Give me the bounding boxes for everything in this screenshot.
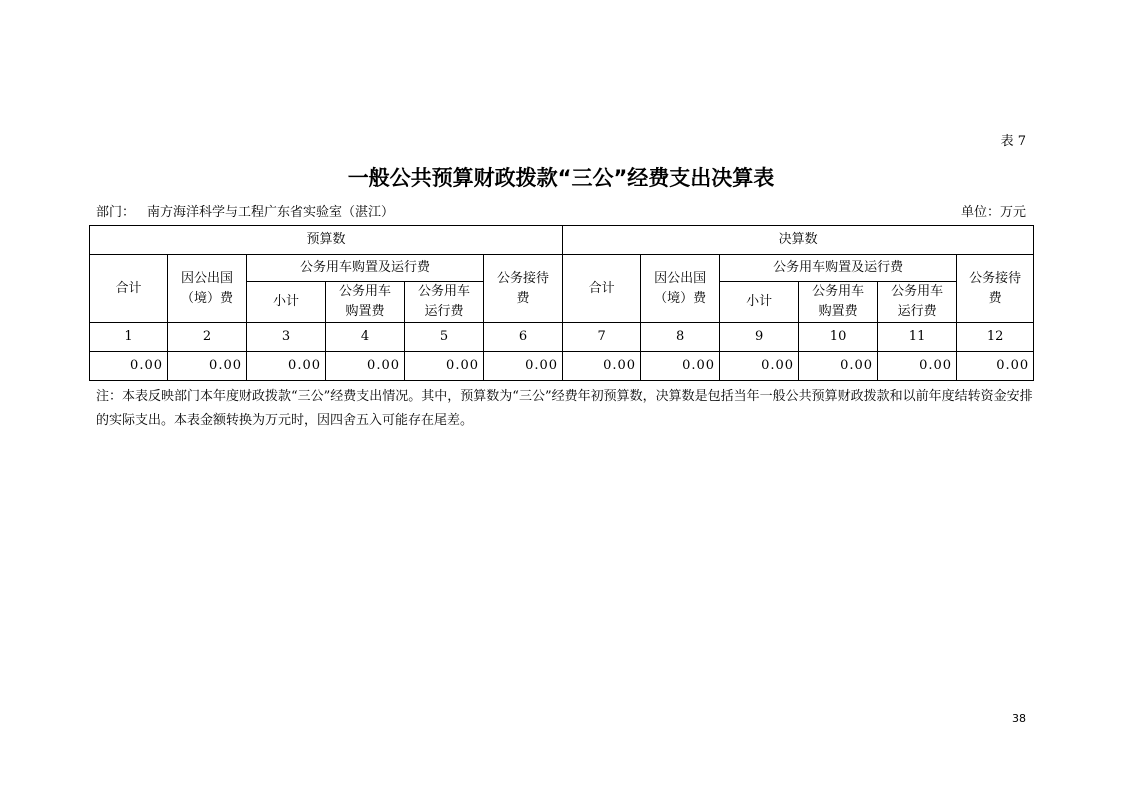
header-line: 因公出国 [180, 270, 233, 286]
header-line: 公务用车 [338, 284, 391, 299]
header-line: 公务用车 [812, 284, 865, 299]
value-cell: 0.00 [799, 352, 878, 381]
column-number: 3 [247, 323, 326, 352]
column-number: 6 [484, 323, 563, 352]
department-label: 部门： [96, 205, 136, 220]
value-cell: 0.00 [957, 352, 1034, 381]
column-number: 7 [563, 323, 641, 352]
value-cell: 0.00 [641, 352, 720, 381]
column-number-row [90, 323, 1034, 352]
header-line: 费 [516, 290, 530, 306]
value-row [90, 352, 1034, 381]
value-cell: 0.00 [326, 352, 405, 381]
final-vehicle-header: 公务用车购置及运行费 [720, 255, 957, 282]
header-line: 公务用车 [891, 284, 944, 299]
final-purchase-header [799, 282, 878, 323]
budget-operation-header [405, 282, 484, 323]
header-line: 运行费 [424, 304, 464, 319]
value-cell: 0.00 [405, 352, 484, 381]
final-group-header: 决算数 [563, 226, 1034, 255]
column-number: 2 [168, 323, 247, 352]
department-name: 南方海洋科学与工程广东省实验室（湛江） [147, 205, 395, 220]
header-line: 运行费 [897, 304, 937, 319]
budget-reception-header [484, 255, 563, 323]
budget-abroad-header [168, 255, 247, 323]
header-line: 费 [988, 290, 1002, 306]
column-number: 4 [326, 323, 405, 352]
header-line: 购置费 [818, 304, 858, 319]
final-total-header: 合计 [563, 255, 641, 323]
header-line: （境）费 [180, 290, 233, 306]
value-cell: 0.00 [168, 352, 247, 381]
footnote: 注：本表反映部门本年度财政拨款“三公”经费支出情况。其中，预算数为“三公”经费年初预算数，决算数是包括当年一般公共预算财政拨款和以前年度结转资金安排的实际支出。本表金额转换为万元时，因四舍五入可能存在尾差。 [96, 389, 1033, 428]
final-abroad-header [641, 255, 720, 323]
budget-purchase-header [326, 282, 405, 323]
column-number: 9 [720, 323, 799, 352]
unit-label: 单位：万元 [960, 205, 1026, 220]
value-cell: 0.00 [247, 352, 326, 381]
budget-vehicle-header: 公务用车购置及运行费 [247, 255, 484, 282]
final-reception-header [957, 255, 1034, 323]
header-line: 公务接待 [969, 270, 1022, 286]
column-number: 10 [799, 323, 878, 352]
header-line: 购置费 [345, 304, 385, 319]
header-line: 因公出国 [654, 270, 707, 286]
group-header-row [90, 226, 1034, 255]
column-number: 12 [957, 323, 1034, 352]
value-cell: 0.00 [90, 352, 168, 381]
value-cell: 0.00 [563, 352, 641, 381]
value-cell: 0.00 [720, 352, 799, 381]
final-subtotal-header: 小计 [720, 282, 799, 323]
header-line: 公务接待 [497, 270, 550, 286]
value-cell: 0.00 [484, 352, 563, 381]
page-number: 38 [1012, 712, 1026, 725]
column-number: 5 [405, 323, 484, 352]
budget-subtotal-header: 小计 [247, 282, 326, 323]
value-cell: 0.00 [878, 352, 957, 381]
final-operation-header [878, 282, 957, 323]
page-title: 一般公共预算财政拨款“三公”经费支出决算表 [347, 166, 775, 190]
department-line [96, 201, 394, 220]
budget-group-header: 预算数 [90, 226, 563, 255]
header-line: 公务用车 [417, 284, 470, 299]
column-number: 8 [641, 323, 720, 352]
budget-total-header: 合计 [90, 255, 168, 323]
column-number: 1 [90, 323, 168, 352]
three-public-expense-table [89, 225, 1034, 381]
column-number: 11 [878, 323, 957, 352]
header-row-1 [90, 255, 1034, 282]
table-tag: 表 7 [1000, 134, 1026, 149]
header-line: （境）费 [654, 290, 707, 306]
